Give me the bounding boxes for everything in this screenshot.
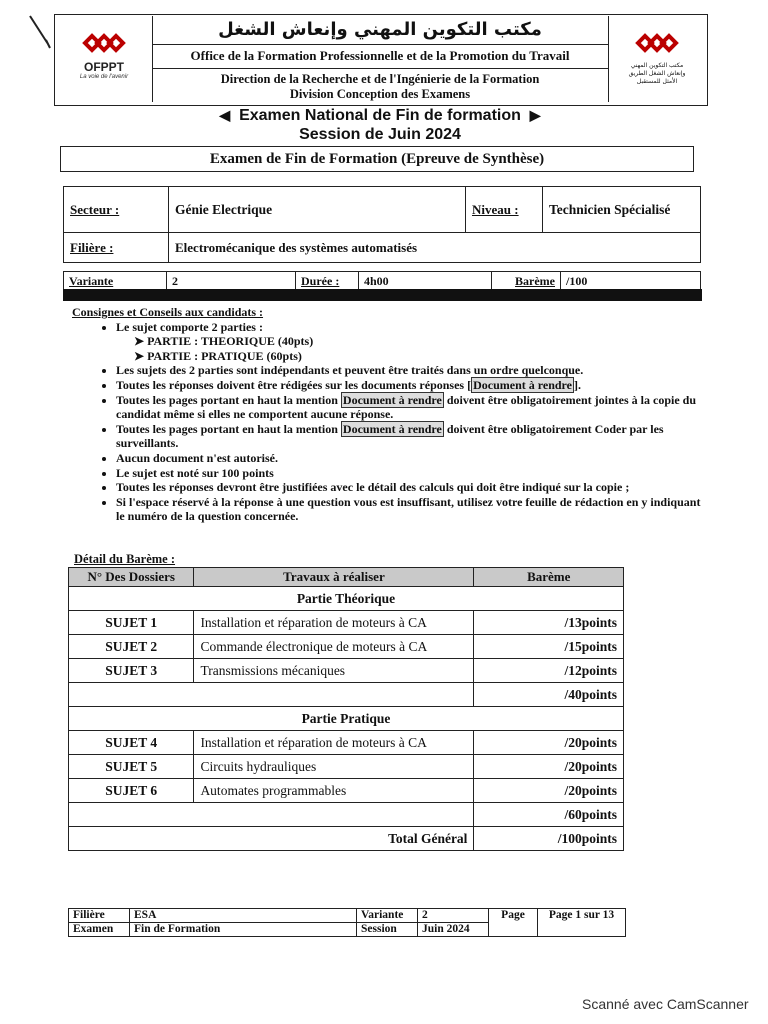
arrow-right-icon: ▶	[529, 107, 541, 123]
direction-name: Direction de la Recherche et de l'Ingénierie de la Formation	[220, 72, 540, 86]
table-row	[69, 755, 624, 779]
travaux-cell: Transmissions mécaniques	[194, 659, 474, 683]
secteur-value: Génie Electrique	[169, 187, 466, 233]
empty-cell	[69, 803, 474, 827]
empty-cell	[69, 683, 474, 707]
total-row	[69, 827, 624, 851]
variante-label: Variante	[69, 274, 114, 288]
consigne-text: Toutes les réponses devront être justifiées avec le détail des calculs qui doit être indiqué sur la copie ;	[116, 480, 630, 495]
points-cell: /15points	[474, 635, 624, 659]
list-item	[134, 334, 712, 349]
section-row	[69, 587, 624, 611]
subtotal-cell: /60points	[474, 803, 624, 827]
ofppt-mark-icon	[632, 30, 682, 56]
points-cell: /13points	[474, 611, 624, 635]
exam-session: Session de Juin 2024	[299, 126, 461, 143]
section-row	[69, 707, 624, 731]
black-bar	[63, 289, 702, 301]
points-cell: /20points	[474, 731, 624, 755]
arrow-left-icon: ◀	[219, 107, 231, 123]
document-a-rendre-tag: Document à rendre	[342, 392, 442, 407]
ofppt-logo-tagline: La voie de l'avenir	[79, 74, 129, 80]
footer-label: Filière	[69, 909, 130, 923]
consigne-text: Le sujet comporte 2 parties :	[116, 319, 263, 334]
table-row	[69, 779, 624, 803]
page-number: Page 1 sur 13	[538, 909, 626, 937]
ofppt-logo-right	[608, 16, 705, 102]
consigne-text: PARTIE : THEORIQUE (40pts)	[147, 334, 314, 349]
footer-value: Juin 2024	[418, 923, 489, 937]
total-cell: /100points	[474, 827, 624, 851]
document-a-rendre-tag: Document à rendre	[473, 377, 572, 392]
duree-label: Durée :	[301, 274, 340, 288]
exam-synthese: Examen de Fin de Formation (Epreuve de Synthèse)	[60, 146, 694, 172]
sujet-cell: SUJET 6	[69, 779, 194, 803]
consigne-text: Toutes les pages portant en haut la mention	[116, 421, 338, 436]
divider	[152, 68, 608, 69]
exam-national: Examen National de Fin de formation	[239, 107, 521, 124]
table-row	[69, 659, 624, 683]
ofppt-logo-arabic: مكتب التكوين المهني وإنعاش الشغل الطريق الأمثل للمستقبل	[628, 62, 686, 85]
document-a-rendre-tag: Document à rendre	[342, 421, 442, 436]
sujet-cell: SUJET 5	[69, 755, 194, 779]
filiere-label: Filière :	[70, 239, 114, 255]
consigne-text: doivent être obligatoirement Coder par les surveillants.	[116, 421, 664, 451]
footer-value: 2	[418, 909, 489, 923]
list-item	[116, 466, 712, 481]
footer-table	[68, 908, 626, 937]
sub-list	[116, 334, 712, 363]
footer-label: Page	[489, 909, 538, 937]
info-label	[64, 233, 169, 263]
points-cell: /20points	[474, 755, 624, 779]
list-item: • Toutes les réponses doivent être rédigées sur les documents réponses [ Document à rendre ].	[116, 378, 712, 393]
table-header-row	[69, 568, 624, 587]
secteur-label: Secteur :	[70, 201, 120, 217]
ofppt-logo-name: OFPPT	[83, 60, 124, 74]
travaux-cell: Circuits hydrauliques	[194, 755, 474, 779]
variante-value: 2	[167, 272, 296, 292]
partie-theorique-label: Partie Théorique	[69, 587, 624, 611]
subtotal-cell: /40points	[474, 683, 624, 707]
total-label: Total Général	[69, 827, 474, 851]
consigne-text: Les sujets des 2 parties sont indépendants et peuvent être traités dans un ordre quelconque.	[116, 363, 584, 378]
bareme-title: Détail du Barème :	[74, 552, 176, 566]
list-item	[116, 422, 712, 451]
consigne-text: Le sujet est noté sur 100 points	[116, 465, 274, 480]
info-label	[64, 187, 169, 233]
consignes-title: Consignes et Conseils aux candidats :	[72, 305, 264, 319]
consigne-text: ].	[573, 377, 581, 392]
bareme-label: Barème	[515, 274, 555, 288]
sujet-cell: SUJET 3	[69, 659, 194, 683]
list-item	[116, 480, 712, 495]
subtotal-row	[69, 803, 624, 827]
consigne-text: Toutes les pages portant en haut la mention	[116, 392, 338, 407]
list-item	[134, 349, 712, 364]
duree-value: 4h00	[359, 272, 492, 292]
footer-label: Variante	[357, 909, 418, 923]
direction-block	[152, 72, 608, 102]
sujet-cell: SUJET 4	[69, 731, 194, 755]
consignes-list	[72, 320, 712, 524]
points-cell: /20points	[474, 779, 624, 803]
points-cell: /12points	[474, 659, 624, 683]
travaux-cell: Installation et réparation de moteurs à CA	[194, 731, 474, 755]
consigne-text: doivent être obligatoirement jointes à la copie du candidat même si elles ne comportent aucune réponse.	[116, 392, 697, 422]
info-table	[63, 186, 701, 263]
footer-label: Examen	[69, 923, 130, 937]
filiere-value: Electromécanique des systèmes automatisés	[169, 233, 701, 263]
list-item	[116, 393, 712, 422]
camscanner-watermark: Scanné avec CamScanner	[582, 996, 749, 1012]
consignes-block	[72, 305, 712, 524]
table-row	[69, 731, 624, 755]
list-item	[116, 320, 712, 364]
triangle-bullet-icon: ➤	[134, 334, 148, 349]
niveau-value: Technicien Spécialisé	[543, 187, 701, 233]
bareme-value: /100	[561, 272, 701, 292]
column-header: Travaux à réaliser	[194, 568, 474, 587]
niveau-label: Niveau :	[472, 201, 519, 217]
sujet-cell: SUJET 2	[69, 635, 194, 659]
travaux-cell: Commande électronique de moteurs à CA	[194, 635, 474, 659]
list-item	[116, 451, 712, 466]
list-item	[116, 495, 712, 524]
table-row	[69, 635, 624, 659]
info-label	[466, 187, 543, 233]
division-name: Division Conception des Examens	[289, 87, 471, 101]
bareme-table	[68, 567, 624, 851]
consigne-text: Si l'espace réservé à la réponse à une question vous est insuffisant, utilisez votre feuille de rédaction en y indiquant le numéro de la question concernée.	[116, 494, 701, 524]
column-header: Barème	[474, 568, 624, 587]
exam-national-line	[160, 106, 600, 125]
exam-title-block	[160, 106, 600, 144]
footer-value: ESA	[130, 909, 357, 923]
ofppt-mark-icon	[79, 30, 129, 56]
travaux-cell: Installation et réparation de moteurs à CA	[194, 611, 474, 635]
ofppt-logo-left	[56, 16, 153, 102]
travaux-cell: Automates programmables	[194, 779, 474, 803]
sujet-cell: SUJET 1	[69, 611, 194, 635]
list-item	[116, 363, 712, 378]
footer-value: Fin de Formation	[130, 923, 357, 937]
office-name: Office de la Formation Professionnelle et de la Promotion du Travail	[190, 48, 570, 63]
divider	[152, 44, 608, 45]
column-header: N° Des Dossiers	[69, 568, 194, 587]
partie-pratique-label: Partie Pratique	[69, 707, 624, 731]
subtotal-row	[69, 683, 624, 707]
footer-label: Session	[357, 923, 418, 937]
consigne-text: PARTIE : PRATIQUE (60pts)	[147, 348, 302, 363]
triangle-bullet-icon: ➤	[134, 348, 148, 363]
consigne-text: Toutes les réponses doivent être rédigées sur les documents réponses	[116, 377, 465, 392]
table-row	[69, 611, 624, 635]
consigne-text: Aucun document n'est autorisé.	[116, 450, 279, 465]
arabic-title: مكتب التكوين المهني وإنعاش الشغل	[218, 19, 542, 40]
